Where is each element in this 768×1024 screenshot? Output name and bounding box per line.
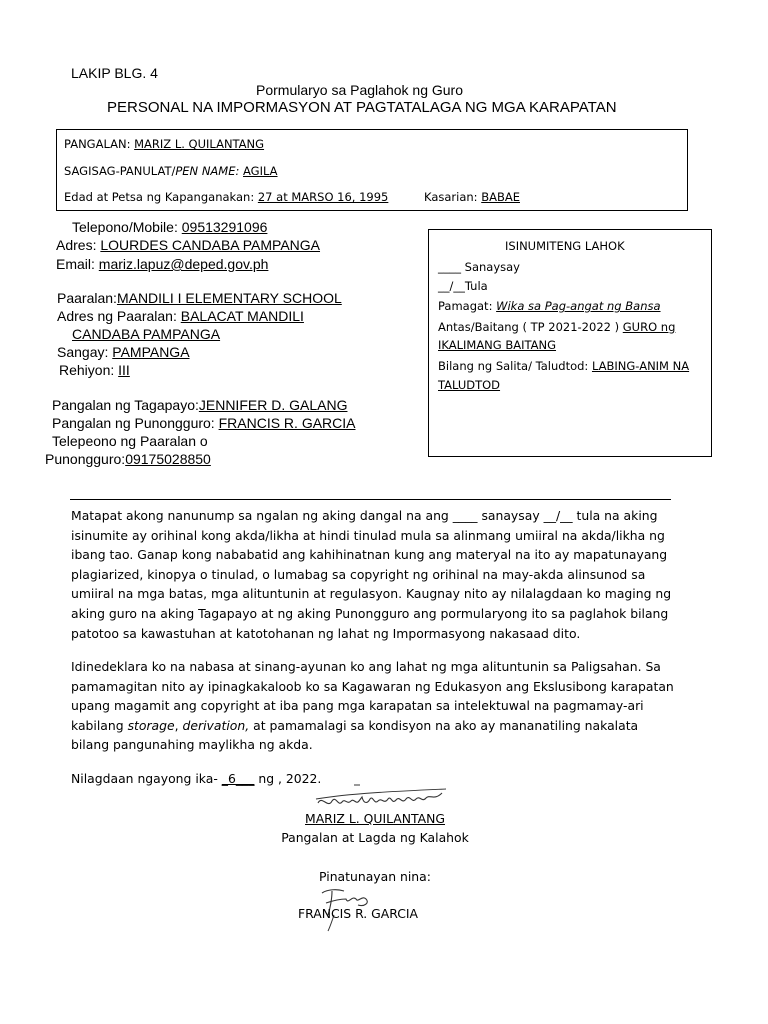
paragraph-line: patotoo sa kawastuhan at katotohanan ng lahat ng Impormasyong nakasaad dito. [71,625,581,641]
email-label: Email: [56,256,99,272]
email-value: mariz.lapuz@deped.gov.ph [98,256,269,272]
attested-label: Pinatunayan nina: [319,869,431,884]
region-value: III [118,362,130,378]
pen-name-value: AGILA [243,164,278,178]
adviser-row [52,397,347,413]
principal-signature-name: FRANCIS R. GARCIA [298,906,418,921]
division-value: PAMPANGA [112,344,190,360]
sex-label: Kasarian: [424,190,482,204]
poem-row [438,279,488,293]
age-row [64,190,388,204]
region-row [59,362,130,378]
principal-label: Pangalan ng Punongguro: [52,415,219,431]
count-row [438,359,689,373]
sex-row [424,190,520,204]
essay-label: Sanaysay [461,260,520,274]
sex-value: BABAE [481,190,520,204]
principal-value: FRANCIS R. GARCIA [218,415,356,431]
paragraph-line: Idinedeklara ko na nabasa at sinang-ayunan ko ang lahat ng mga alituntunin sa Paligsahan. Sa [71,659,661,674]
name-row [64,137,264,151]
paragraph-line: bilang pangunahing maylikha ng akda. [71,737,313,753]
line-text: , [174,717,183,733]
line-text: at pamamalagi sa kondisyon na ako ay mananatiling nakalata [249,717,639,733]
main-title: PERSONAL NA IMPORMASYON AT PAGTATALAGA NG MGA KARAPATAN [107,99,617,116]
division-label: Sangay: [57,344,113,360]
pen-name-row [64,164,278,178]
name-label: PANGALAN: [64,137,135,151]
address-row [56,237,320,253]
paragraph-line: pamamagitan nito ay ipinagkakaloob ko sa Kagawaran ng Edukasyon ang Ekslusibong karapatan [71,678,674,694]
level-label: Antas/Baitang ( TP 2021-2022 ) [438,320,623,334]
school-address-value: BALACAT MANDILI [180,308,304,324]
school-label: Paaralan: [57,290,117,306]
school-phone-value: 09175028850 [125,451,211,467]
paragraph-line: ibang tao. Ganap kong nababatid ang kahihinatnan kung ang materyal na ito ay mapatunayang [71,547,668,563]
paragraph-line: Matapat akong nanunump sa ngalan ng aking dangal na ang ____ sanaysay __/__ tula na aking [71,508,658,523]
paragraph-line: umiiral na mga batas, mga alituntunin at regulasyon. Kaugnay nito ay nilalagdaan ko maging ng [71,586,672,602]
pen-name-label: SAGISAG-PANULAT/ [64,164,176,178]
declaration-paragraph-1 [71,506,711,643]
entry-heading: ISINUMITENG LAHOK [505,239,625,253]
paragraph-line: plagiarized, kinopya o tinulad, o lumabag sa copyright ng orihinal na may-akda alinsunod sa [71,566,646,582]
age-label: Edad at Petsa ng Kapanganakan: [64,190,258,204]
phone-row [72,219,267,235]
paragraph-line: aking guro na aking Tagapayo at ng aking Punongguro ang pormularyong ito sa paglahok bilang [71,605,669,621]
signed-suffix: ng , 2022. [254,771,322,786]
entry-title-label: Pamagat: [438,299,497,313]
signed-prefix: Nilagdaan ngayong ika- [71,771,222,786]
paragraph-line: isinumite ay orihinal kong akda/likha at hindi tinulad mula sa alinmang umiiral na akda/likha ng [71,527,665,543]
level-value-line-2: IKALIMANG BAITANG [438,338,557,352]
adviser-value: JENNIFER D. GALANG [198,397,348,413]
phone-value: 09513291096 [181,219,268,235]
division-row [57,344,190,360]
school-address-value-line-2: CANDABA PAMPANGA [72,326,221,342]
participant-name: MARIZ L. QUILANTANG [305,811,445,826]
signed-date-row [71,771,321,786]
principal-row [52,415,356,431]
adviser-label: Pangalan ng Tagapayo: [52,397,199,413]
entry-title-row [438,299,661,313]
line-text: kabilang [71,717,128,733]
region-label: Rehiyon: [59,362,119,378]
signed-day: _6___ [221,771,255,786]
school-address-label: Adres ng Paaralan: [57,308,181,324]
school-address-row [57,308,304,324]
school-row [57,290,342,306]
poem-label: Tula [464,279,488,293]
school-phone-label-2: Punongguro: [45,451,126,467]
name-value: MARIZ L. QUILANTANG [134,137,265,151]
address-label: Adres: [56,237,101,253]
section-divider [70,499,671,500]
count-label: Bilang ng Salita/ Taludtod: [438,359,592,373]
school-phone-row [45,451,211,467]
poem-mark: __/__ [438,279,465,293]
annex-label: LAKIP BLG. 4 [71,65,158,81]
storage-term: storage [127,717,175,733]
address-value: LOURDES CANDABA PAMPANGA [100,237,321,253]
participant-caption: Pangalan at Lagda ng Kalahok [281,830,469,845]
essay-row [438,260,520,274]
paragraph-line: upang magamit ang copyright at iba pang mga karapatan sa intelektuwal na pagmamay-ari [71,698,644,714]
school-value: MANDILI I ELEMENTARY SCHOOL [116,290,342,306]
derivation-term: derivation, [182,717,250,733]
level-row [438,320,675,334]
school-phone-label: Telepeono ng Paaralan o [52,433,208,449]
entry-title-value: Wika sa Pag-angat ng Bansa [496,299,661,313]
phone-label: Telepono/Mobile: [72,219,182,235]
age-value: 27 at MARSO 16, 1995 [257,190,389,204]
declaration-paragraph-2 [71,657,711,755]
count-value: LABING-ANIM NA [591,359,690,373]
essay-mark: ____ [438,260,461,274]
pen-name-label-italic: PEN NAME: [175,164,240,178]
count-value-line-2: TALUDTOD [438,378,501,392]
level-value: GURO ng [622,320,676,334]
form-title: Pormularyo sa Paglahok ng Guro [256,82,463,98]
paragraph-line [71,716,711,736]
email-row [56,256,268,272]
